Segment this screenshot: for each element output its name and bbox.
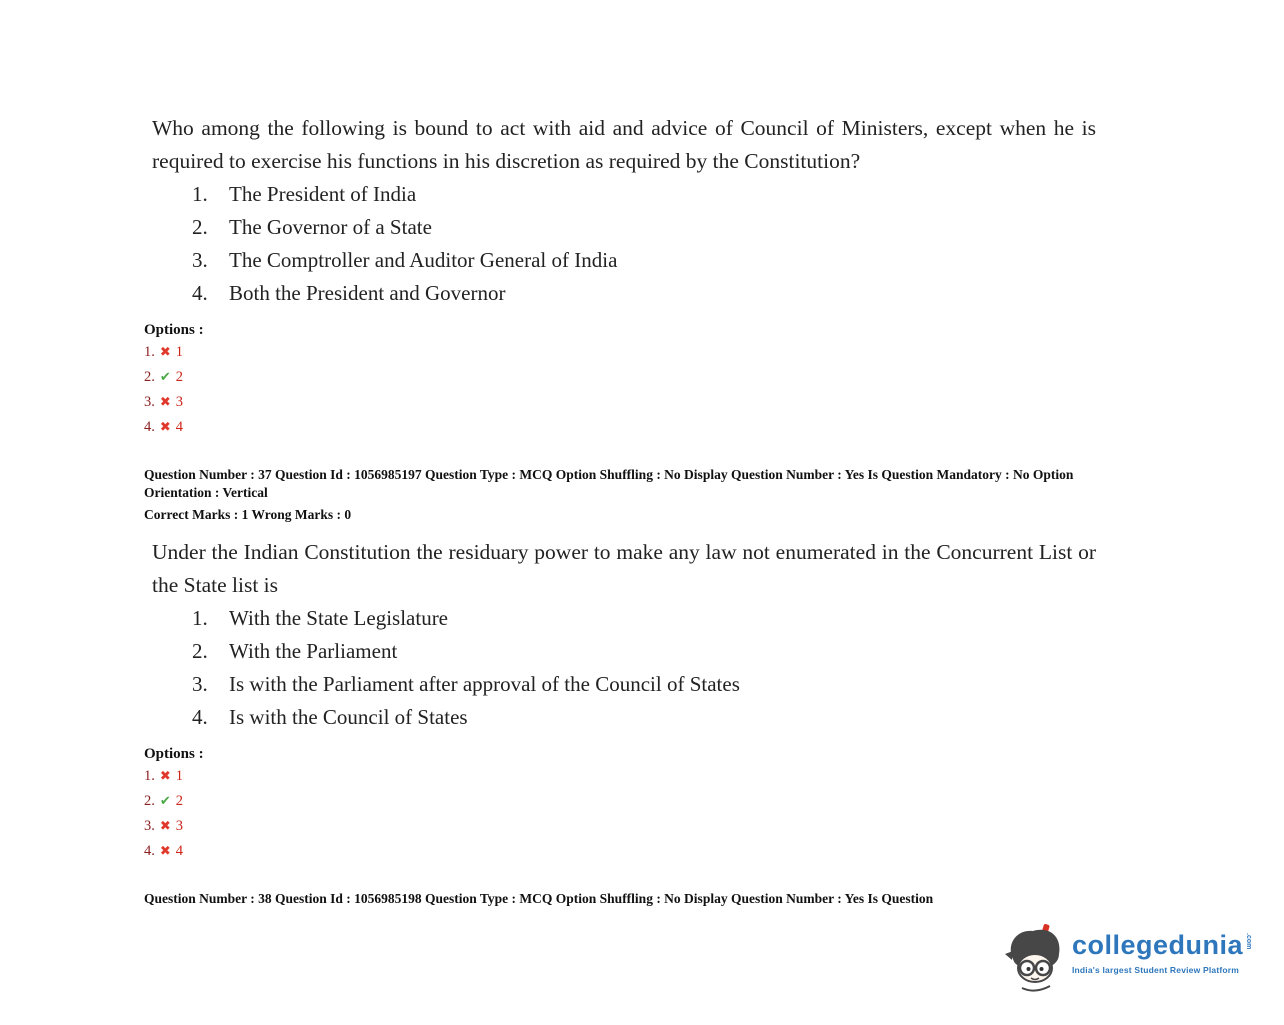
choice-text: With the Parliament — [229, 639, 398, 663]
option-value: 2 — [175, 793, 184, 809]
choice-item — [192, 244, 1244, 277]
option-number: 3. — [144, 818, 155, 834]
option-number: 2. — [144, 369, 155, 385]
choice-text: Is with the Parliament after approval of the Council of States — [229, 672, 740, 696]
correct-icon: ✔ — [159, 794, 171, 809]
choice-text: The Comptroller and Auditor General of India — [229, 248, 618, 272]
choice-item — [192, 178, 1244, 211]
choice-number: 3. — [192, 672, 208, 696]
choice-text: The Governor of a State — [229, 215, 432, 239]
option-value: 3 — [175, 818, 184, 834]
choice-text: Both the President and Governor — [229, 281, 506, 305]
choice-text: Is with the Council of States — [229, 705, 468, 729]
option-value: 1 — [175, 344, 184, 360]
choice-item — [192, 211, 1244, 244]
question-choices — [192, 178, 1244, 310]
logo-brand: collegedunia — [1071, 930, 1243, 960]
logo-text — [1072, 923, 1252, 975]
collegedunia-logo — [1004, 923, 1252, 993]
correct-icon: ✔ — [159, 370, 171, 385]
wrong-icon: ✖ — [159, 819, 171, 834]
wrong-icon: ✖ — [159, 345, 171, 360]
option-number: 4. — [144, 419, 155, 435]
option-value: 4 — [175, 843, 184, 859]
choice-item — [192, 602, 1244, 635]
option-row — [144, 839, 1244, 864]
option-value: 3 — [175, 394, 184, 410]
option-value: 2 — [175, 369, 184, 385]
choice-item — [192, 701, 1244, 734]
collegedunia-mascot-icon — [1004, 923, 1068, 993]
question-residuary-block — [144, 536, 1244, 864]
options-label: Options : — [144, 322, 204, 338]
option-number: 2. — [144, 793, 155, 809]
question-metadata: Question Number : 37 Question Id : 1056985197 Question Type : MCQ Option Shuffling : No Display Question Number : Yes Is Question Mandatory : No Option Orientation : Vertical — [144, 467, 1074, 500]
choice-number: 1. — [192, 606, 208, 630]
answer-key-options — [144, 764, 1244, 864]
choice-number: 3. — [192, 248, 208, 272]
option-row — [144, 789, 1244, 814]
option-number: 1. — [144, 768, 155, 784]
option-number: 4. — [144, 843, 155, 859]
question-text: Under the Indian Constitution the residuary power to make any law not enumerated in the Concurrent List or the State list is — [152, 540, 1096, 597]
option-row — [144, 390, 1244, 415]
question-choices — [192, 602, 1244, 734]
option-row — [144, 814, 1244, 839]
option-number: 3. — [144, 394, 155, 410]
choice-item — [192, 277, 1244, 310]
choice-number: 2. — [192, 215, 208, 239]
choice-number: 4. — [192, 281, 208, 305]
choice-item — [192, 668, 1244, 701]
choice-number: 1. — [192, 182, 208, 206]
option-row — [144, 340, 1244, 365]
wrong-icon: ✖ — [159, 844, 171, 859]
choice-number: 2. — [192, 639, 208, 663]
option-row — [144, 365, 1244, 390]
wrong-icon: ✖ — [159, 769, 171, 784]
wrong-icon: ✖ — [159, 395, 171, 410]
logo-suffix: .com — [1245, 933, 1252, 950]
option-value: 4 — [175, 419, 184, 435]
choice-text: With the State Legislature — [229, 606, 449, 630]
option-row — [144, 415, 1244, 440]
question-38-metadata: Question Number : 38 Question Id : 1056985198 Question Type : MCQ Option Shuffling : No Display Question Number : Yes Is Question — [144, 891, 934, 906]
logo-tagline: India's largest Student Review Platform — [1071, 965, 1240, 975]
option-value: 1 — [175, 768, 184, 784]
question-37-block — [144, 112, 1244, 440]
choice-item — [192, 635, 1244, 668]
choice-text: The President of India — [229, 182, 417, 206]
option-row — [144, 764, 1244, 789]
options-label: Options : — [144, 746, 204, 762]
question-marks: Correct Marks : 1 Wrong Marks : 0 — [144, 507, 352, 522]
answer-key-options — [144, 340, 1244, 440]
question-text: Who among the following is bound to act with aid and advice of Council of Ministers, except when he is required to exercise his functions in his discretion as required by the Constitution? — [152, 116, 1096, 173]
choice-number: 4. — [192, 705, 208, 729]
wrong-icon: ✖ — [159, 420, 171, 435]
option-number: 1. — [144, 344, 155, 360]
